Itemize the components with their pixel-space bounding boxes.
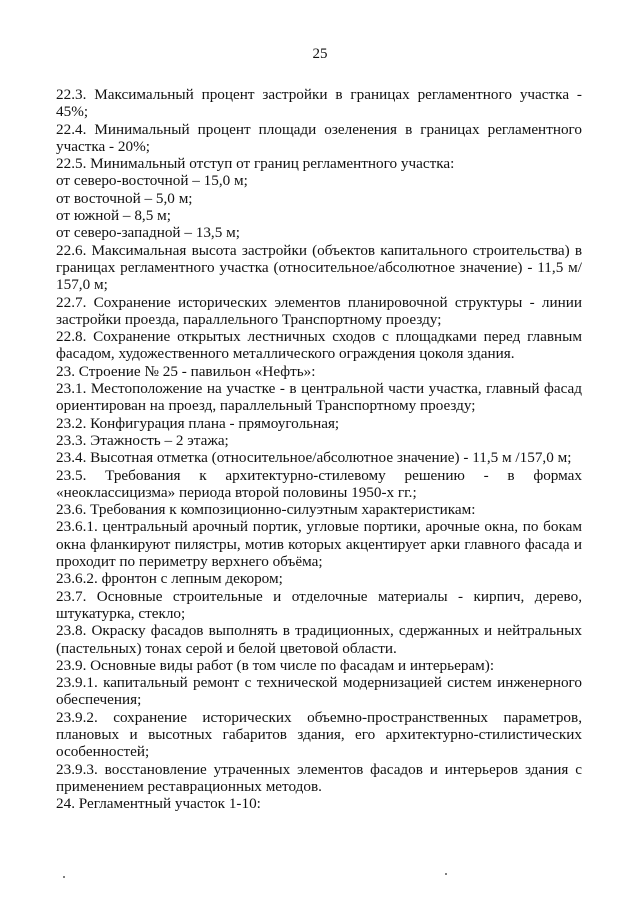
- text-line: «неоклассицизма» периода второй половины 1950-х гг.;: [56, 483, 417, 501]
- text-line: 22.4. Минимальный процент площади озеленения в границах регламентного: [56, 120, 582, 138]
- text-line: 22.5. Минимальный отступ от границ регламентного участка:: [56, 155, 455, 173]
- page-number: 25: [312, 46, 328, 62]
- text-line: 23.8. Окраску фасадов выполнять в традиционных, сдержанных и нейтральных: [56, 622, 582, 640]
- text-line: 23.9.1. капитальный ремонт с технической модернизацией систем инженерного: [56, 674, 582, 692]
- text-line: участка - 20%;: [56, 137, 150, 155]
- text-line: 22.6. Максимальная высота застройки (объектов капитального строительства) в: [56, 241, 582, 259]
- text-line: 23.5. Требования к архитектурно-стилевому решению - в формах: [56, 466, 582, 484]
- text-line: 23.7. Основные строительные и отделочные материалы - кирпич, дерево,: [56, 587, 582, 605]
- text-line: 23.9.3. восстановление утраченных элементов фасадов и интерьеров здания с: [56, 760, 582, 778]
- text-line: 22.8. Сохранение открытых лестничных сходов с площадками перед главным: [56, 328, 582, 346]
- text-line: обеспечения;: [56, 691, 142, 709]
- text-line: границах регламентного участка (относительное/абсолютное значение) - 11,5 м/: [56, 258, 582, 276]
- text-line: (пастельных) тонах серой и белой цветовой области.: [56, 639, 397, 657]
- text-line: 23. Строение № 25 - павильон «Нефть»:: [56, 362, 316, 380]
- text-line: 23.3. Этажность – 2 этажа;: [56, 431, 229, 449]
- text-line: плановых и высотных габаритов здания, его архитектурно-стилистических: [56, 725, 582, 743]
- document-text-body: [56, 86, 582, 812]
- text-line: 23.9. Основные виды работ (в том числе по фасадам и интерьерам):: [56, 656, 495, 674]
- text-line: 23.6. Требования к композиционно-силуэтным характеристикам:: [56, 501, 476, 519]
- scan-speck: [63, 876, 65, 878]
- text-line: 23.6.2. фронтон с лепным декором;: [56, 570, 283, 588]
- text-line: от южной – 8,5 м;: [56, 207, 171, 225]
- text-line: штукатурка, стекло;: [56, 604, 186, 622]
- text-line: 23.9.2. сохранение исторических объемно-пространственных параметров,: [56, 708, 582, 726]
- text-line: 45%;: [56, 103, 89, 121]
- text-line: 22.3. Максимальный процент застройки в границах регламентного участка -: [56, 86, 582, 103]
- text-line: 157,0 м;: [56, 276, 108, 294]
- text-line: застройки проезда, параллельного Транспортному проезду;: [56, 310, 442, 328]
- text-line: особенностей;: [56, 743, 150, 761]
- text-line: от восточной – 5,0 м;: [56, 189, 193, 207]
- text-line: 23.4. Высотная отметка (относительное/абсолютное значение) - 11,5 м /157,0 м;: [56, 449, 572, 467]
- text-line: применением реставрационных методов.: [56, 777, 322, 795]
- text-line: 23.2. Конфигурация плана - прямоугольная;: [56, 414, 340, 432]
- text-line: окна фланкируют пилястры, мотив которых акцентирует арки главного фасада и: [56, 535, 582, 553]
- scan-speck: [445, 873, 447, 875]
- text-line: от северо-восточной – 15,0 м;: [56, 172, 248, 190]
- text-line: 24. Регламентный участок 1-10:: [56, 795, 261, 813]
- text-line: проходит по периметру верхнего объёма;: [56, 553, 323, 571]
- text-line: ориентирован на проезд, параллельный Транспортному проезду;: [56, 397, 476, 415]
- text-line: 23.6.1. центральный арочный портик, угловые портики, арочные окна, по бокам: [56, 518, 582, 536]
- text-line: 23.1. Местоположение на участке - в центральной части участка, главный фасад: [56, 380, 582, 398]
- text-line: фасадом, художественного металлического ограждения цоколя здания.: [56, 345, 515, 363]
- text-line: 22.7. Сохранение исторических элементов планировочной структуры - линии: [56, 293, 582, 311]
- text-line: от северо-западной – 13,5 м;: [56, 224, 240, 242]
